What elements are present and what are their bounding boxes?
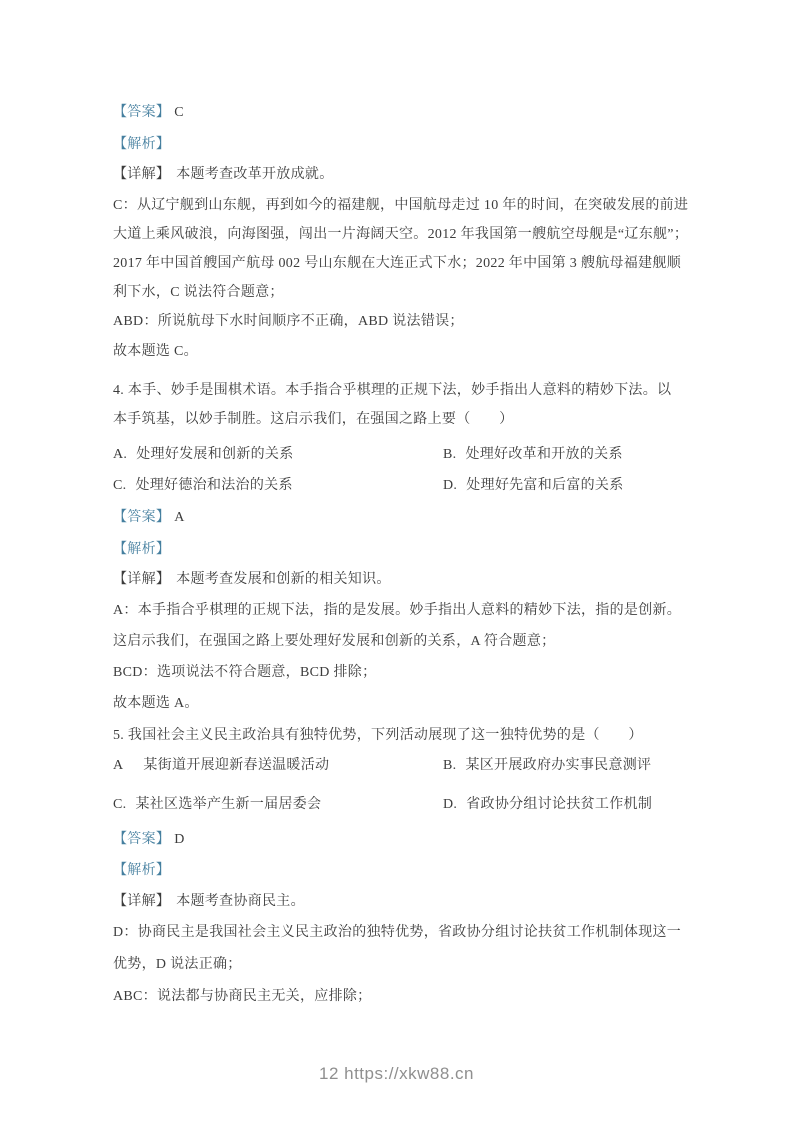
analysis-label: 【解析】 (113, 542, 171, 557)
answer-label: 【答案】 (113, 510, 171, 525)
detail-intro: 本题考查发展和创新的相关知识。 (176, 572, 391, 587)
question-stem-line: 4. 本手、妙手是围棋术语。本手指合乎棋理的正规下法，妙手指出人意料的精妙下法。以 (113, 383, 672, 398)
question-stem-line: 5. 我国社会主义民主政治具有独特优势，下列活动展现了这一独特优势的是（ ） (113, 728, 643, 743)
answer-label: 【答案】 (113, 832, 171, 847)
explanation-line: BCD：选项说法不符合题意，BCD 排除； (113, 665, 377, 680)
option-key: C. (113, 797, 127, 812)
detail-intro: 本题考查协商民主。 (176, 894, 305, 909)
detail-line (113, 571, 693, 589)
option-a (113, 757, 329, 775)
options-row (113, 796, 693, 814)
conclusion-line: 故本题选 A。 (113, 696, 199, 711)
answer-line (113, 104, 693, 122)
option-d (443, 477, 624, 495)
answer-label: 【答案】 (113, 105, 171, 120)
options-row (113, 477, 693, 495)
analysis-line (113, 136, 693, 154)
conclusion-line: 故本题选 C。 (113, 344, 198, 359)
answer-line (113, 831, 693, 849)
option-key: C. (113, 478, 127, 493)
option-c (113, 796, 321, 814)
detail-label: 【详解】 (113, 572, 171, 587)
option-key: A (113, 758, 124, 773)
option-key: B. (443, 447, 457, 462)
option-key: B. (443, 758, 457, 773)
explanation-line: C：从辽宁舰到山东舰，再到如今的福建舰，中国航母走过 10 年的时间，在突破发展的前进 (113, 198, 689, 213)
page-footer (0, 1064, 793, 1084)
explanation-line: 这启示我们，在强国之路上要处理好发展和创新的关系，A 符合题意； (113, 634, 556, 649)
explanation-line: A：本手指合乎棋理的正规下法，指的是发展。妙手指出人意料的精妙下法，指的是创新。 (113, 603, 682, 618)
answer-line (113, 509, 693, 527)
option-text: 处理好发展和创新的关系 (136, 447, 294, 462)
analysis-label: 【解析】 (113, 137, 171, 152)
option-text: 某区开展政府办实事民意测评 (465, 758, 652, 773)
page-number-and-url: 12 https://xkw88.cn (318, 1064, 475, 1083)
option-b (443, 757, 651, 775)
answer-value: D (174, 832, 185, 847)
option-a (113, 446, 294, 464)
option-d (443, 796, 652, 814)
detail-intro: 本题考查改革开放成就。 (176, 167, 334, 182)
option-b (443, 446, 623, 464)
analysis-line (113, 862, 693, 880)
option-text: 处理好德治和法治的关系 (135, 478, 293, 493)
option-c (113, 477, 293, 495)
detail-label: 【详解】 (113, 167, 171, 182)
option-text: 处理好先富和后富的关系 (466, 478, 624, 493)
explanation-line: D：协商民主是我国社会主义民主政治的独特优势，省政协分组讨论扶贫工作机制体现这一 (113, 925, 682, 940)
explanation-line: ABC：说法都与协商民主无关，应排除； (113, 989, 372, 1004)
detail-line (113, 166, 693, 184)
option-text: 某街道开展迎新春送温暖活动 (143, 758, 330, 773)
explanation-line: 大道上乘风破浪，向海图强，闯出一片海阔天空。2012 年我国第一艘航空母舰是“辽东舰”； (113, 227, 689, 242)
detail-line (113, 893, 693, 911)
option-key: D. (443, 478, 458, 493)
option-text: 处理好改革和开放的关系 (465, 447, 623, 462)
option-text: 某社区选举产生新一届居委会 (135, 797, 322, 812)
option-text: 省政协分组讨论扶贫工作机制 (466, 797, 653, 812)
explanation-line: 利下水，C 说法符合题意； (113, 285, 284, 300)
option-key: A. (113, 447, 128, 462)
question-stem-line: 本手筑基，以妙手制胜。这启示我们，在强国之路上要（ ） (113, 412, 514, 427)
detail-label: 【详解】 (113, 894, 171, 909)
explanation-line: 优势，D 说法正确； (113, 957, 242, 972)
answer-value: A (174, 510, 185, 525)
option-key: D. (443, 797, 458, 812)
answer-value: C (174, 105, 184, 120)
analysis-label: 【解析】 (113, 863, 171, 878)
explanation-line: ABD：所说航母下水时间顺序不正确，ABD 说法错误； (113, 314, 464, 329)
options-row (113, 446, 693, 464)
explanation-line: 2017 年中国首艘国产航母 002 号山东舰在大连正式下水；2022 年中国第 3 艘航母福建舰顺 (113, 256, 681, 271)
analysis-line (113, 541, 693, 559)
options-row (113, 757, 693, 775)
